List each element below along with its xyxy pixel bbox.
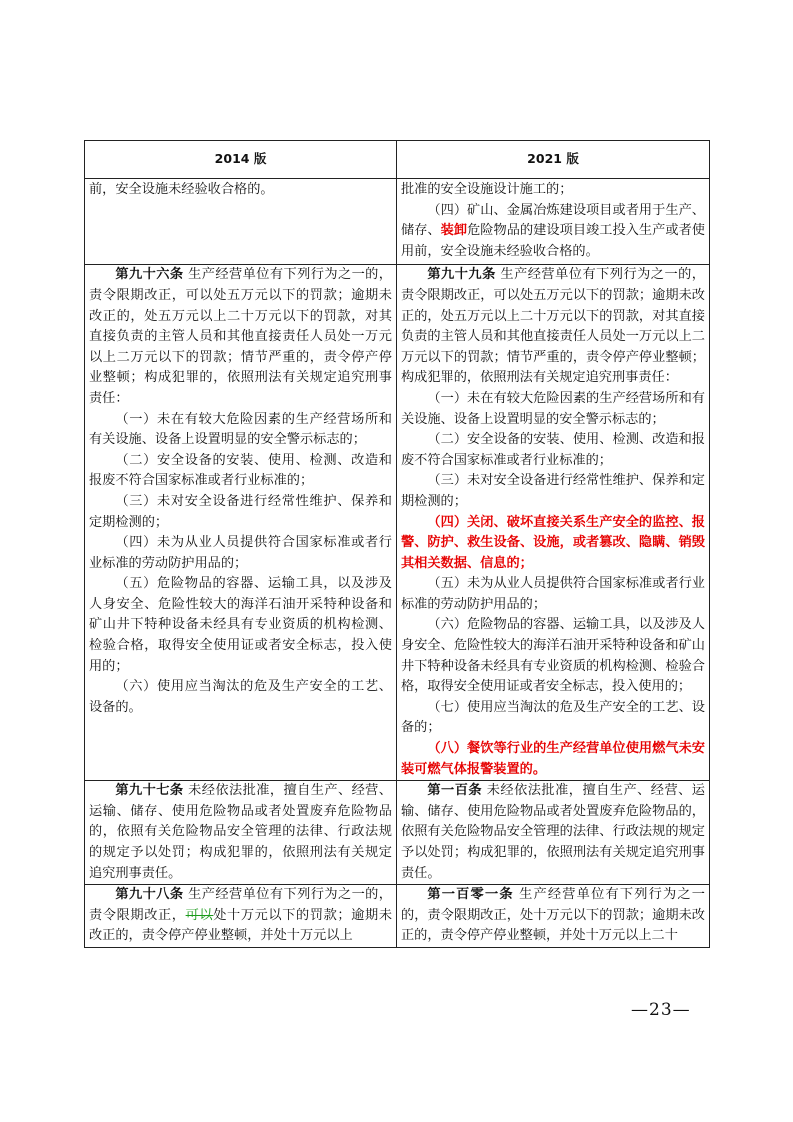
clause-paragraph [401,574,705,615]
text-segment: （一）未在有较大危险因素的生产经营场所和有关设施、设备上设置明显的安全警示标志的； [89,411,392,448]
page-number: —23— [631,1000,691,1020]
comparison-table [84,140,710,948]
clause-paragraph [89,410,392,451]
article-number: 第一百零一条 [427,887,514,903]
clause-paragraph [89,265,392,409]
clause-paragraph [401,739,705,780]
clause-paragraph [401,885,705,947]
clause-paragraph [401,389,705,430]
clause-paragraph [89,574,392,677]
table-body [85,179,710,948]
text-segment: 生产经营单位有下列行为之一的，责令限期改正，可以处五万元以下的罚款；逾期未改正的，处五万元以上二十万元以下的罚款，对其直接负责的主管人员和其他直接责任人员处一万元以上二万元以下的罚款；情节严重的，责令停产停业整顿；构成犯罪的，依照刑法有关规定追究刑事责任： [89,267,392,406]
text-segment: （四）未为从业人员提供符合国家标准或者行业标准的劳动防护用品的； [89,535,392,571]
text-segment: （三）未对安全设备进行经常性维护、保养和定期检测的； [401,473,705,509]
text-segment: 生产经营单位有下列行为之一的，责令限期改正，处十万元以下的罚款；逾期未改正的，责令停产停业整顿，并处十万元以上二十 [401,887,705,944]
cell-2014 [85,179,397,265]
deleted-text: 可以 [185,907,214,923]
article-number: 第一百条 [427,783,483,799]
header-2021: 2021 版 [397,141,710,179]
text-segment: 生产经营单位有下列行为之一的，责令限期改正，可以处五万元以下的罚款；逾期未改正的，处五万元以上二十万元以下的罚款，对其直接负责的主管人员和其他直接责任人员处一万元以上二万元以下的罚款；情节严重的，责令停产停业整顿；构成犯罪的，依照刑法有关规定追究刑事责任： [401,267,705,386]
text-segment: （二）安全设备的安装、使用、检测、改造和报废不符合国家标准或者行业标准的； [89,452,392,489]
clause-paragraph [401,781,705,884]
text-segment: （六）使用应当淘汰的危及生产安全的工艺、设备的。 [89,679,392,715]
text-segment: 危险物品的建设项目竣工投入生产或者使用前，安全设施未经验收合格的。 [401,223,705,259]
clause-paragraph [401,471,705,512]
clause-paragraph [401,615,705,697]
text-segment: （一）未在有较大危险因素的生产经营场所和有关设施、设备上设置明显的安全警示标志的； [401,390,705,427]
article-number: 第九十八条 [115,887,184,903]
clause-paragraph [401,265,705,389]
table-row [85,179,710,265]
table-row [85,781,710,885]
clause-paragraph [401,180,705,201]
cell-2021 [397,179,710,265]
text-segment: 未经依法批准，擅自生产、经营、运输、储存、使用危险物品或者处置废弃危险物品的，依照有关危险物品安全管理的法律、行政法规的规定予以处罚；构成犯罪的，依照刑法有关规定追究刑事责任。 [89,783,392,881]
text-segment: 批准的安全设施设计施工的； [401,182,573,197]
clause-paragraph [89,492,392,533]
article-number: 第九十六条 [115,267,184,283]
text-segment: 处十万元以下的罚款；逾期未改正的，责令停产停业整顿，并处十万元以上 [89,907,393,944]
table-header-row [85,141,710,179]
clause-paragraph [401,201,705,263]
cell-2021 [397,265,710,781]
cell-2014 [85,781,397,885]
article-number: 第九十九条 [427,267,496,283]
clause-paragraph [89,677,392,718]
header-2014: 2014 版 [85,141,397,179]
text-segment: 前，安全设施未经验收合格的。 [89,182,274,197]
text-segment: （三）未对安全设备进行经常性维护、保养和定期检测的； [89,493,392,530]
text-segment: （六）危险物品的容器、运输工具，以及涉及人身安全、危险性较大的海洋石油开采特种设备和矿山井下特种设备未经具有专业资质的机构检测、检验合格，取得安全使用证或者安全标志，投入使用的； [401,617,705,695]
text-segment: （七）使用应当淘汰的危及生产安全的工艺、设备的； [401,699,705,736]
table-row [85,265,710,781]
clause-paragraph [89,533,392,574]
clause-paragraph [89,180,392,201]
table-row [85,885,710,948]
added-text: （八）餐饮等行业的生产经营单位使用燃气未安装可燃气体报警装置的。 [401,741,705,777]
text-segment: （五）危险物品的容器、运输工具，以及涉及人身安全、危险性较大的海洋石油开采特种设备和矿山井下特种设备未经具有专业资质的机构检测、检验合格，取得安全使用证或者安全标志，投入使用的； [89,576,392,674]
clause-paragraph [401,698,705,739]
cell-2014 [85,885,397,948]
cell-2021 [397,885,710,948]
clause-paragraph [89,451,392,492]
article-number: 第九十七条 [115,783,184,799]
clause-paragraph [89,781,392,884]
clause-paragraph [89,885,392,947]
cell-2021 [397,781,710,885]
clause-paragraph [401,430,705,471]
text-segment: （五）未为从业人员提供符合国家标准或者行业标准的劳动防护用品的； [401,576,705,612]
cell-2014 [85,265,397,781]
text-segment: （四）矿山、金属冶炼建设项目或者用于生产、储存、 [401,202,705,239]
added-text: 装卸 [440,223,468,239]
added-text: （四）关闭、破坏直接关系生产安全的监控、报警、防护、救生设备、设施，或者篡改、隐瞒、销毁其相关数据、信息的； [401,514,705,571]
clause-paragraph [401,513,705,575]
text-segment: 未经依法批准，擅自生产、经营、运输、储存、使用危险物品或者处置废弃危险物品的，依照有关危险物品安全管理的法律、行政法规的规定予以处罚；构成犯罪的，依照刑法有关规定追究刑事责任。 [401,783,705,881]
text-segment: （二）安全设备的安装、使用、检测、改造和报废不符合国家标准或者行业标准的； [401,432,705,468]
text-segment: 生产经营单位有下列行为之一的，责令限期改正， [89,887,392,923]
